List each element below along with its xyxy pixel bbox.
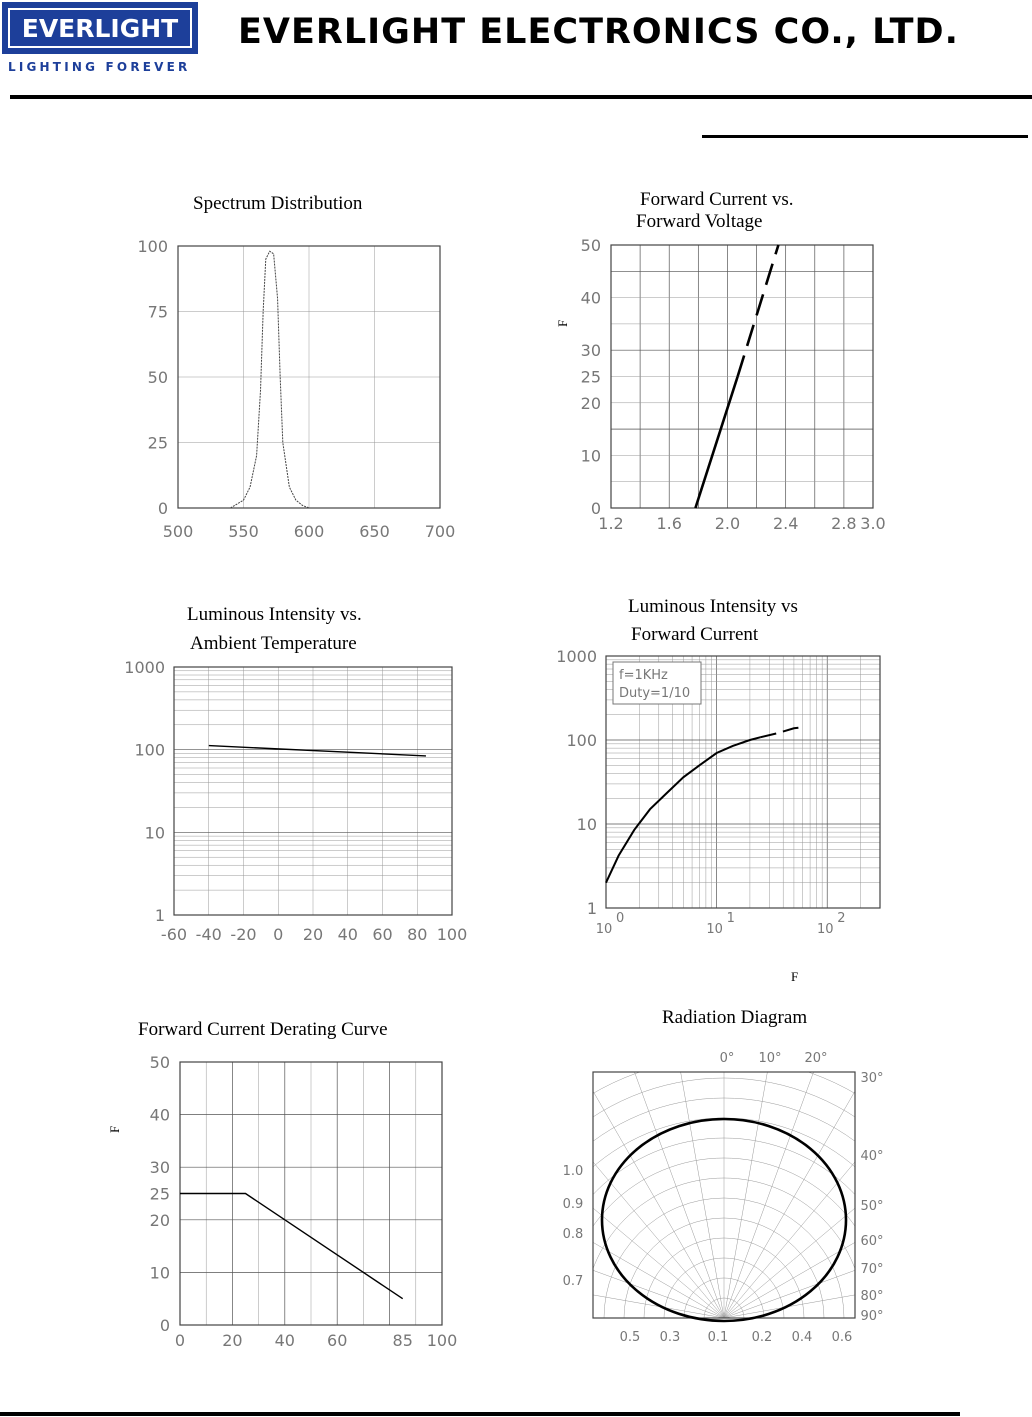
chart-title-radiation: Radiation Diagram — [662, 1007, 808, 1028]
spectrum-y-tick: 50 — [147, 368, 168, 387]
spectrum-y-tick: 25 — [147, 433, 168, 453]
derating-y-tick: 50 — [149, 1053, 170, 1072]
if-vf-x-tick: 3.0 — [860, 514, 886, 533]
radiation-bottom-label: 0.5 — [619, 1330, 641, 1345]
iv-ta-y-tick: 100 — [134, 740, 165, 760]
chart-title-spectrum: Spectrum Distribution — [193, 193, 363, 214]
radiation-angle-label: 40° — [860, 1149, 884, 1164]
spectrum-x-tick: 700 — [424, 522, 456, 541]
derating-x-tick: 0 — [174, 1331, 186, 1350]
radiation-grid — [424, 1018, 1024, 1417]
radiation-spoke — [724, 1058, 874, 1318]
derating-y-tick: 25 — [149, 1184, 170, 1204]
derating-y-tick: 0 — [159, 1316, 170, 1335]
radiation-bottom-label: 0.3 — [659, 1330, 681, 1345]
radiation-bottom-label: 0.1 — [707, 1330, 729, 1345]
derating-y-tick: 20 — [149, 1210, 170, 1230]
if-vf-x-tick: 2.8 — [831, 514, 857, 533]
radiation-angle-label: 10° — [758, 1051, 782, 1066]
radiation-angle-label: 60° — [860, 1234, 884, 1249]
logo-text: EVERLIGHT — [8, 8, 192, 48]
if-vf-y-unit: F — [555, 319, 570, 327]
derating-x-tick: 60 — [327, 1331, 348, 1350]
if-vf-series-0 — [695, 377, 737, 509]
if-vf-x-tick: 2.0 — [714, 514, 741, 533]
iv-ta-x-tick: 0 — [273, 925, 284, 944]
radiation-radial-label: 1.0 — [562, 1164, 584, 1179]
if-vf-x-tick: 1.6 — [656, 514, 682, 533]
chart-title-derating: Forward Current Derating Curve — [138, 1019, 388, 1040]
radiation-spoke — [672, 1023, 724, 1318]
iv-ta-y-tick: 1 — [154, 906, 165, 925]
if-vf-x-tick: 2.4 — [772, 514, 799, 533]
chart-title-iv-ta-line2: Ambient Temperature — [190, 633, 357, 654]
iv-ta-x-tick: -60 — [160, 925, 188, 944]
if-vf-series-1 — [738, 245, 779, 377]
derating-x-tick: 100 — [426, 1331, 458, 1350]
iv-ta-x-tick: 60 — [372, 925, 393, 944]
if-vf-y-tick: 10 — [580, 446, 601, 466]
derating-y-unit: F — [107, 1125, 122, 1133]
if-vf-y-tick: 0 — [590, 499, 601, 518]
radiation-spoke — [574, 1058, 724, 1318]
derating-curve — [180, 1194, 403, 1299]
iv-ta-y-tick: 10 — [144, 823, 165, 843]
iv-ta-x-tick: -40 — [195, 925, 222, 944]
spectrum-x-tick: 550 — [228, 522, 259, 541]
iv-if-x-tick-exp: 1 — [726, 911, 735, 926]
radiation-spoke — [724, 1168, 984, 1318]
iv-ta-x-tick: 20 — [302, 925, 324, 944]
chart-title-iv-ta-line1: Luminous Intensity vs. — [187, 604, 362, 625]
spectrum-y-tick: 0 — [157, 499, 168, 518]
iv-if-series-1 — [761, 727, 803, 737]
iv-if-y-tick: 100 — [566, 731, 597, 750]
radiation-radial-label: 0.8 — [562, 1227, 584, 1242]
iv-if-y-tick: 1 — [586, 899, 597, 918]
if-vf-y-tick: 25 — [580, 367, 601, 387]
iv-if-y-tick: 10 — [576, 815, 597, 834]
iv-ta-y-tick: 1000 — [124, 658, 165, 677]
if-vf-y-tick: 50 — [580, 236, 601, 255]
iv-if-x-tick: 10 — [816, 922, 834, 937]
radiation-bottom-label: 0.4 — [791, 1330, 813, 1345]
radiation-radial-label: 0.9 — [562, 1197, 584, 1212]
iv-ta-x-tick: -20 — [230, 925, 257, 944]
iv-ta-x-tick: 100 — [436, 925, 468, 944]
derating-y-tick: 10 — [149, 1263, 170, 1283]
radiation-angle-label: 50° — [860, 1199, 884, 1214]
spectrum-x-tick: 650 — [359, 522, 390, 541]
radiation-angle-label: 20° — [804, 1051, 828, 1066]
iv-ta-x-tick: 80 — [407, 925, 428, 944]
if-vf-y-tick: 40 — [580, 288, 601, 308]
radiation-angle-label: 30° — [860, 1071, 884, 1086]
derating-x-tick: 85 — [392, 1331, 413, 1350]
iv-if-x-tick-exp: 0 — [616, 911, 625, 926]
iv-if-x-tick: 10 — [706, 922, 723, 937]
iv-ta-curve — [209, 746, 426, 756]
derating-y-tick: 40 — [149, 1105, 170, 1125]
derating-y-tick: 30 — [149, 1158, 170, 1178]
radiation-bottom-label: 0.2 — [751, 1330, 773, 1345]
spectrum-x-tick: 600 — [293, 522, 325, 541]
iv-if-x-tick: 10 — [595, 922, 613, 937]
iv-ta-x-tick: 40 — [337, 925, 358, 944]
if-vf-x-tick: 1.2 — [598, 514, 624, 533]
logo-tagline: LIGHTING FOREVER — [8, 60, 191, 74]
radiation-spoke — [464, 1168, 724, 1318]
spectrum-y-tick: 100 — [137, 237, 168, 256]
if-vf-y-tick: 30 — [580, 341, 601, 361]
derating-x-tick: 20 — [222, 1331, 243, 1350]
chart-title-iv-if-line1: Luminous Intensity vs — [628, 596, 798, 617]
chart-title-if-vf-line2: Forward Voltage — [636, 211, 763, 232]
radiation-spoke — [724, 1023, 776, 1318]
company-name: EVERLIGHT ELECTRONICS CO., LTD. — [238, 12, 959, 52]
iv-if-x-unit: F — [791, 969, 799, 984]
chart-title-if-vf-line1: Forward Current vs. — [640, 189, 794, 210]
chart-title-iv-if-line2: Forward Current — [631, 624, 759, 645]
iv-if-x-tick-exp: 2 — [837, 911, 846, 926]
if-vf-y-tick: 20 — [580, 393, 601, 413]
spectrum-curve — [230, 251, 309, 508]
iv-if-annotation: Duty=1/10 — [619, 686, 691, 701]
iv-if-y-tick: 1000 — [556, 647, 597, 666]
spectrum-y-tick: 75 — [147, 302, 168, 322]
spectrum-x-tick: 500 — [162, 522, 194, 541]
radiation-angle-label: 70° — [860, 1262, 884, 1277]
radiation-bottom-label: 0.6 — [831, 1330, 853, 1345]
radiation-angle-label: 80° — [860, 1289, 884, 1304]
iv-if-annotation: f=1KHz — [619, 668, 668, 683]
radiation-angle-label: 90° — [860, 1309, 884, 1324]
radiation-angle-label: 0° — [719, 1051, 735, 1066]
radiation-radial-label: 0.7 — [562, 1274, 584, 1289]
derating-x-tick: 40 — [274, 1331, 295, 1350]
